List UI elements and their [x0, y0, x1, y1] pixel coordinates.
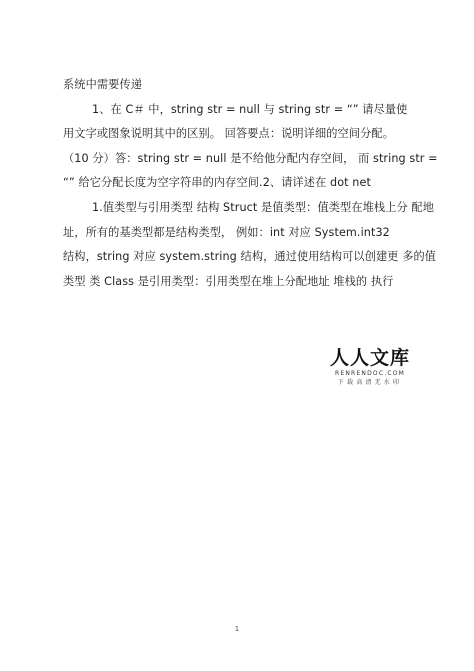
- text-line-7: 址，所有的基类型都是结构类型， 例如：int 对应 System.int32: [63, 226, 390, 239]
- page-number: 1: [234, 625, 240, 633]
- text-line-6: 1.值类型与引用类型 结构 Struct 是值类型：值类型在堆栈上分 配地: [92, 201, 435, 214]
- text-line-8: 结构，string 对应 system.string 结构，通过使用结构可以创建更 多的值: [63, 250, 437, 263]
- watermark-logo-domain: RENRENDOC.COM: [334, 370, 406, 377]
- text-line-5: “” 给它分配长度为空字符串的内存空间.2、请详述在 dot net: [63, 176, 371, 189]
- text-line-3: 用文字或图象说明其中的区别。 回答要点：说明详细的空间分配。: [63, 127, 394, 140]
- text-line-9: 类型 类 Class 是引用类型：引用类型在堆上分配地址 堆栈的 执行: [63, 275, 394, 288]
- watermark-logo-slogan: 下载高清无水印: [337, 379, 403, 386]
- text-line-2: 1、在 C＃ 中，string str = null 与 string str = “” 请尽量使: [92, 103, 408, 116]
- text-line-4: （10 分）答：string str = null 是不给他分配内存空间， 而 string str =: [63, 152, 438, 165]
- watermark-logo-title: 人人文库: [330, 347, 411, 369]
- watermark-logo: [330, 347, 410, 387]
- text-line-1: 系统中需要传递: [63, 78, 143, 91]
